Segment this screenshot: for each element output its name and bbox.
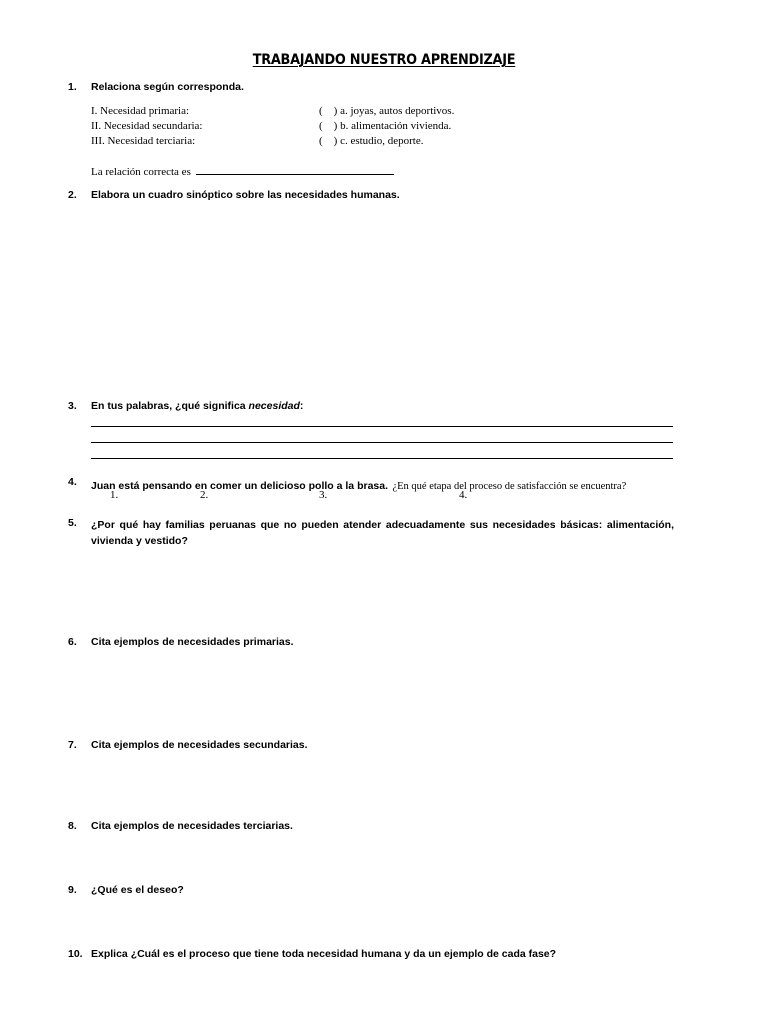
q1-left-item-3: III. Necesidad terciaria: [91, 135, 196, 147]
q4-prompt-plain: ¿En qué etapa del proceso de satisfacción se encuentra? [392, 481, 627, 492]
q1-right-item-b: ( ) b. alimentación vivienda. [319, 120, 452, 132]
question-6-prompt: Cita ejemplos de necesidades primarias. [91, 636, 294, 648]
question-3-number: 3. [68, 400, 77, 412]
q3-prompt-emphasis: necesidad [248, 400, 300, 412]
question-4-number: 4. [68, 476, 77, 488]
question-6-number: 6. [68, 636, 77, 648]
q1-answer-row [91, 166, 394, 178]
question-5-prompt: ¿Por qué hay familias peruanas que no pueden atender adecuadamente sus necesidades básicas: alimentación, vivienda y vestido? [91, 519, 674, 547]
question-10-number: 10. [68, 948, 83, 960]
q4-option-4[interactable]: 4. [459, 489, 468, 501]
question-9-number: 9. [68, 884, 77, 896]
question-2-number: 2. [68, 189, 77, 201]
question-7-prompt: Cita ejemplos de necesidades secundarias. [91, 739, 308, 751]
question-4-prompt [91, 476, 626, 494]
q3-answer-line-1[interactable] [91, 426, 673, 427]
question-8-number: 8. [68, 820, 77, 832]
q4-option-1[interactable]: 1. [110, 489, 119, 501]
q1-left-item-2: II. Necesidad secundaria: [91, 120, 203, 132]
q3-prompt-start: En tus palabras, ¿qué significa [91, 400, 249, 412]
q3-answer-line-3[interactable] [91, 458, 673, 459]
q1-right-item-a: ( ) a. joyas, autos deportivos. [319, 105, 455, 117]
q1-left-item-1: I. Necesidad primaria: [91, 105, 190, 117]
q3-prompt-end: : [299, 400, 304, 412]
question-1-number: 1. [68, 81, 77, 93]
question-3-prompt [91, 400, 303, 412]
q4-prompt-bold: Juan está pensando en comer un delicioso pollo a la brasa. [91, 480, 388, 492]
q3-answer-line-2[interactable] [91, 442, 673, 443]
question-9-prompt: ¿Qué es el deseo? [91, 884, 184, 896]
q1-answer-label: La relación correcta es [91, 166, 191, 178]
question-8-prompt: Cita ejemplos de necesidades terciarias. [91, 820, 293, 832]
q4-option-2[interactable]: 2. [200, 489, 209, 501]
question-2-prompt: Elabora un cuadro sinóptico sobre las necesidades humanas. [91, 189, 400, 201]
question-5-number: 5. [68, 517, 77, 529]
q4-option-3[interactable]: 3. [319, 489, 328, 501]
q1-answer-blank[interactable] [196, 174, 394, 175]
q1-right-item-c: ( ) c. estudio, deporte. [319, 135, 424, 147]
question-10-prompt: Explica ¿Cuál es el proceso que tiene toda necesidad humana y da un ejemplo de cada fase? [91, 948, 557, 960]
page-title: TRABAJANDO NUESTRO APRENDIZAJE [252, 52, 516, 68]
question-1-prompt: Relaciona según corresponda. [91, 81, 244, 93]
question-7-number: 7. [68, 739, 77, 751]
